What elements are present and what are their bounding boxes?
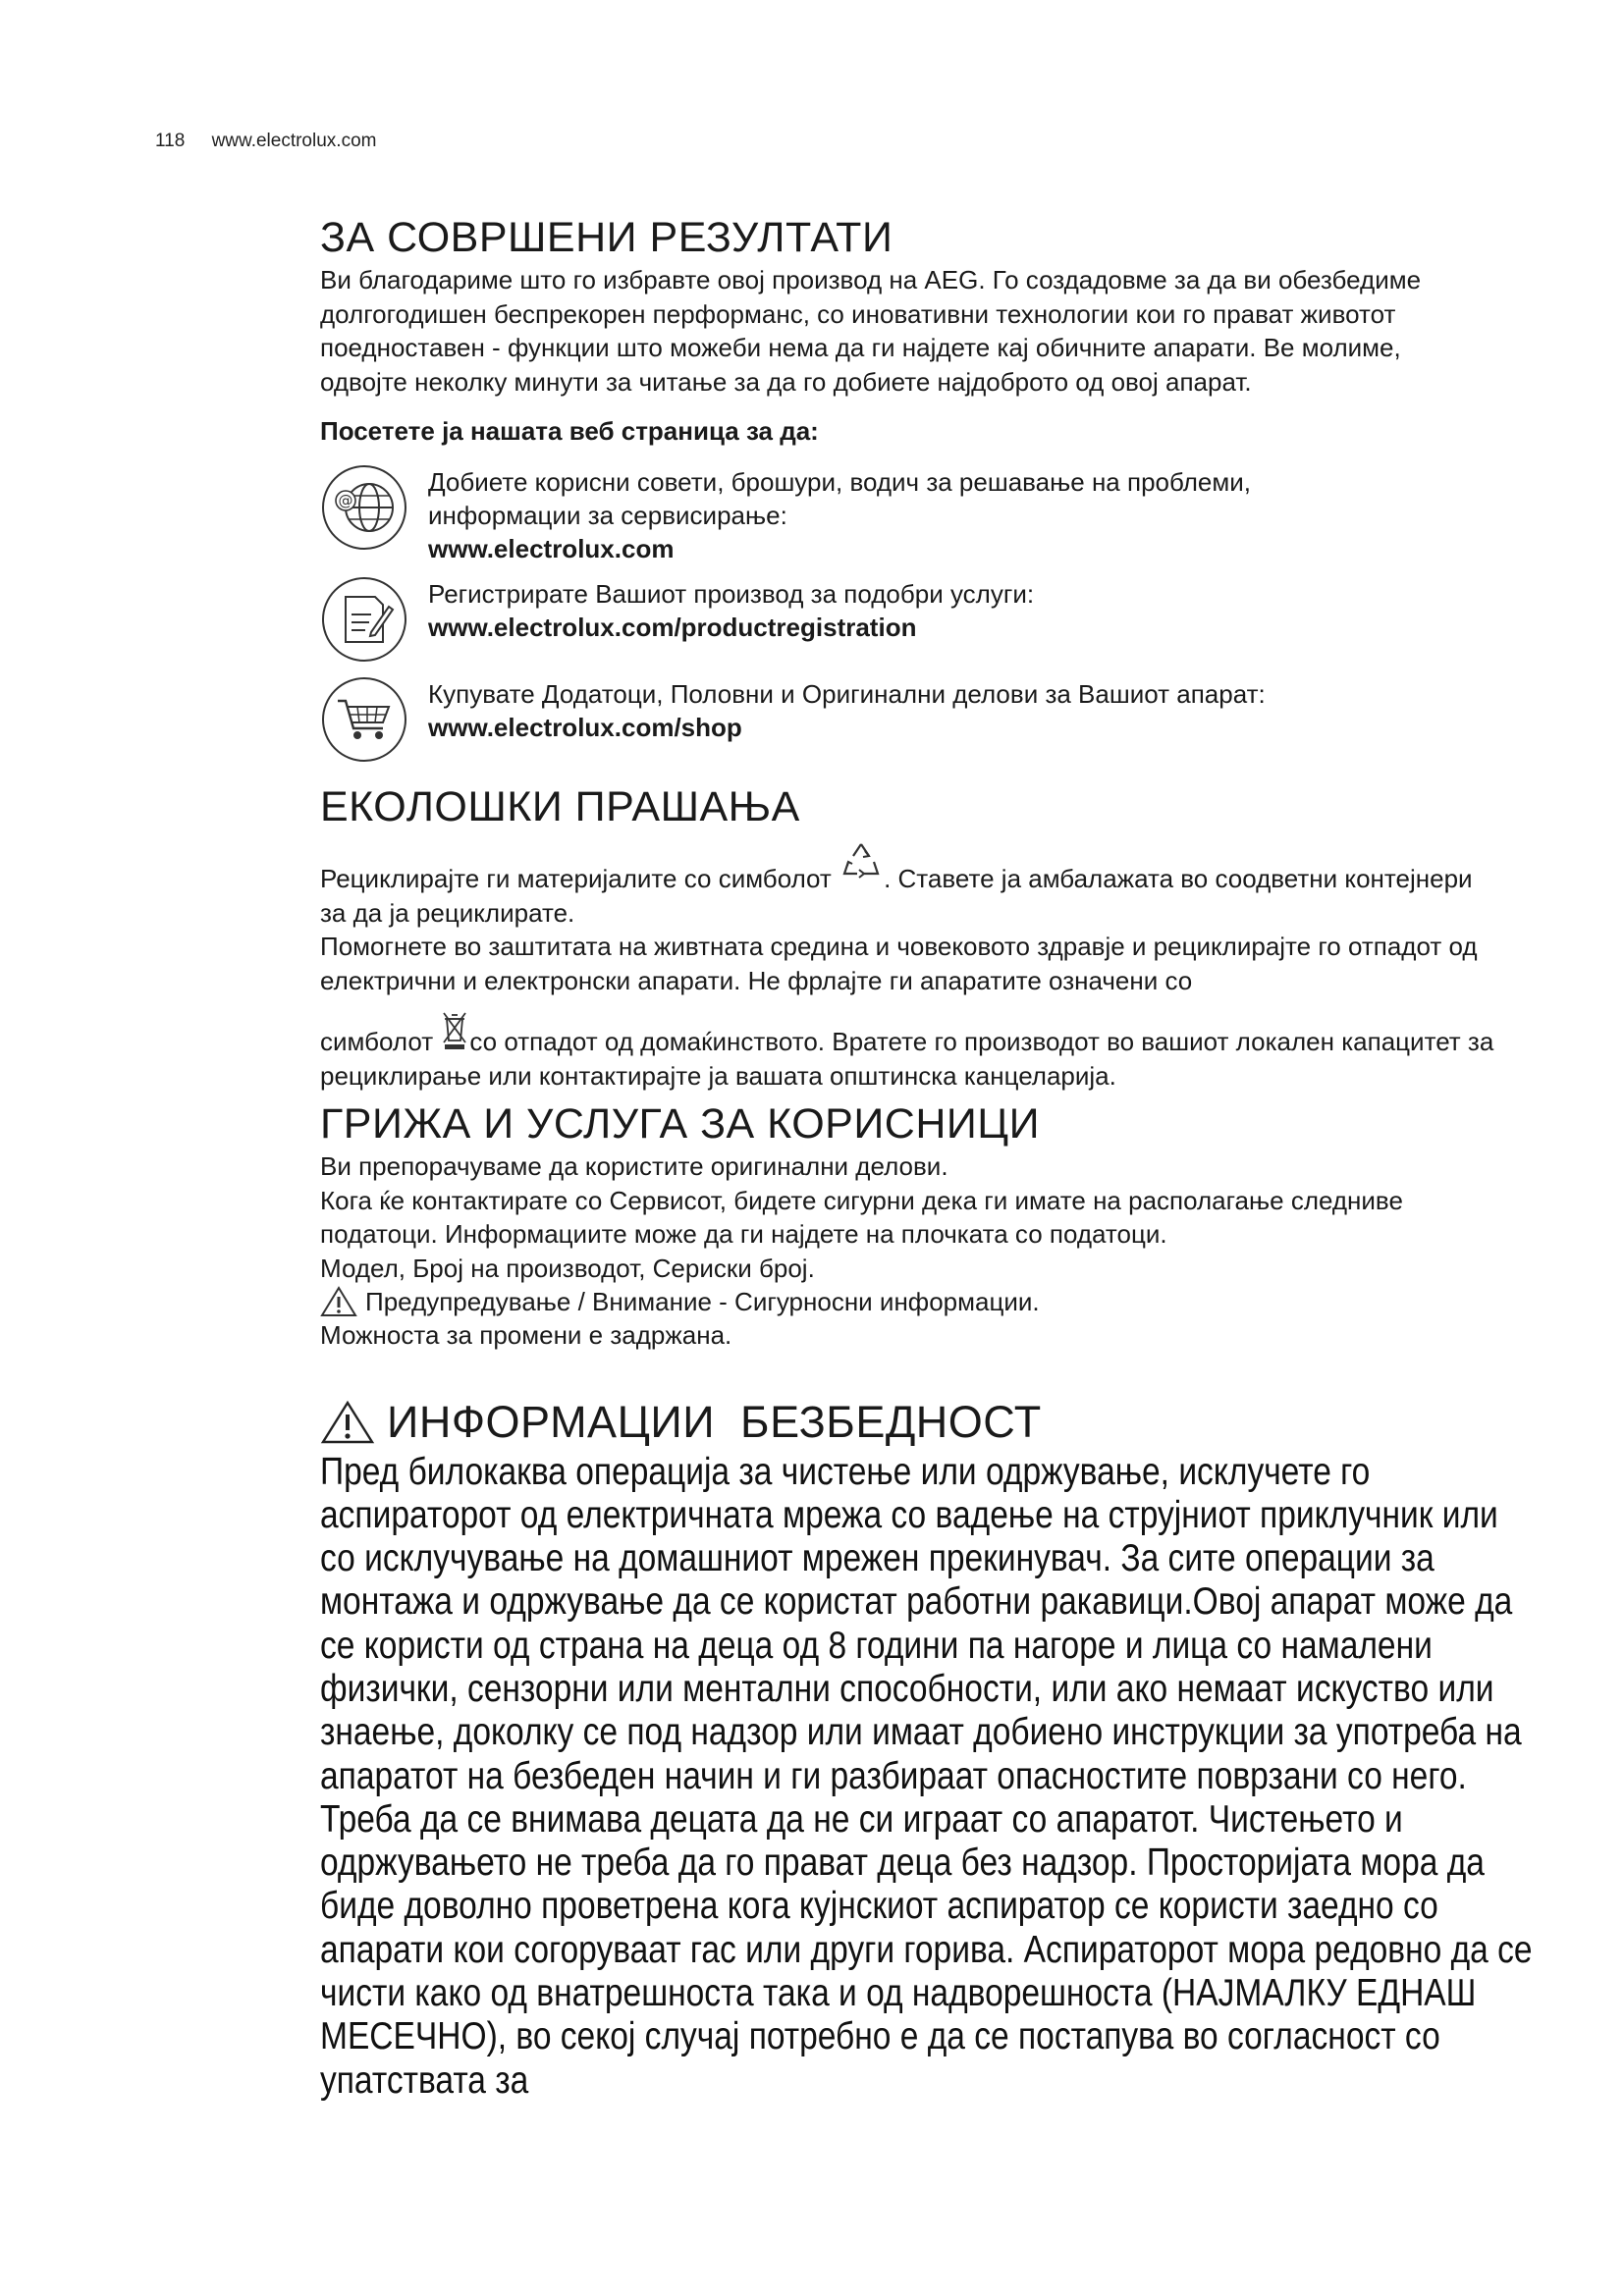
eco-p3 [320,1011,1498,1093]
link-url-registration[interactable]: www.electrolux.com/productregistration [428,613,917,642]
eco-title: ЕКОЛОШКИ ПРАШАЊА [320,783,800,830]
warning-icon [320,1286,357,1317]
link-text-shop [428,677,1266,744]
care-p1: Ви препорачуваме да користите оригинални делови. [320,1151,948,1181]
results-title: ЗА СОВРШЕНИ РЕЗУЛТАТИ [320,214,893,261]
safety-title [320,1396,1538,1449]
eco-p3-text: симболот [320,1027,434,1056]
eco-p1-text: Рециклирајте ги материјалите со симболот [320,864,832,893]
link-url-shop[interactable]: www.electrolux.com/shop [428,713,742,742]
header-website[interactable]: www.electrolux.com [211,131,377,151]
care-warning [320,1285,1538,1318]
link-item-registration [320,577,1538,664]
crossed-bin-icon [442,1011,467,1050]
registration-icon [320,575,408,664]
page-content [320,212,1538,2103]
link-desc: Купувате Додатоци, Половни и Оригинални делови за Вашиот апарат: [428,679,1266,709]
warning-icon [320,1400,375,1445]
globe-icon [320,463,408,552]
svg-text:@: @ [338,492,353,509]
page-header [155,131,376,152]
link-desc: Добиете корисни совети, брошури, водич за решавање на проблеми, [428,467,1251,497]
results-intro: Ви благодариме што го избравте овој производ на AEG. Го создадовме за да ви обезбедиме долгогодишен беспрекорен перформанс, со иновативни технологии кои го прават животот поедноставен - функции што можеби нема да ги најдете кај обичните апарати. Ве молиме, одвојте неколку минути за читање за да го добиете најдоброто од овој апарат. [320,265,1422,397]
safety-body: Пред билокаква операција за чистење или одржување, исклучете го аспираторот од електричната мрежа со вадење на струјниот приклучник или со исклучување на домашниот мрежен прекинувач. За сите операции за монтажа и одржување да се користат работни ракавици.Овој апарат може да се користи од страна на деца од 8 години па нагоре и лица со намалени физички, сензорни или ментални способности, или ако немаат искуство или знаење, доколку се под надзор или имаат добиено инструкции за употреба на апаратот на безбеден начин и ги разбираат опасностите поврзани со него. Треба да се внимава децата да не си играат со апаратот. Чистењето и одржувањето не треба да го прават деца без надзор. Просторијата мора да биде доволно проветрена кога кујнскиот аспиратор се користи заедно со апарати кои согоруваат гас или други горива. Аспираторот мора редовно да се чисти како од внатрешноста така и од надворешноста (НАЈМАЛКУ ЕДНАШ МЕСЕЧНО), во секој случај потребно е да се постапува во согласност со упатствата за [320,1450,1533,2102]
shopping-cart-icon [320,675,408,764]
link-url-support[interactable]: www.electrolux.com [428,534,675,563]
link-desc: Регистрирате Вашиот производ за подобри услуги: [428,579,1035,609]
care-title: ГРИЖА И УСЛУГА ЗА КОРИСНИЦИ [320,1100,1040,1148]
link-desc: информации за сервисирање: [428,501,787,530]
care-p3: Модел, Број на производот, Сериски број. [320,1253,815,1283]
link-item-shop [320,677,1538,764]
eco-p2: Помогнете во заштитата на живтната средина и човековото здравје и рециклирајте го отпадот од електрични и електронски апарати. Не фрлајте ги апаратите означени со [320,932,1478,995]
eco-p3-text-cont: со отпадот од домаќинството. Вратете го производот во вашиот локален капацитет за рециклирање или контактирајте ја вашата општинска канцеларија. [320,1027,1494,1091]
care-warning-text: Предупредување / Внимание - Сигурносни информации. [365,1287,1040,1316]
link-text-support [428,465,1251,565]
care-p2: Кога ќе контактирате со Сервисот, бидете сигурни дека ги имате на располагање следниве податоци. Информациите може да ги најдете на плочката со податоци. [320,1185,1403,1249]
recycle-icon [840,840,882,885]
link-text-registration [428,577,1034,644]
link-item-support [320,465,1538,565]
care-p4: Можноста за промени е задржана. [320,1320,732,1350]
eco-p1 [320,840,1498,930]
page-number: 118 [155,131,186,151]
eco-p1-text-cont: . Ставете ја амбалажата во соодветни контејнери за да ја рециклирате. [320,864,1473,928]
safety-title-text: ИНФОРМАЦИИ БЕЗБЕДНОСТ [387,1396,1042,1447]
visit-heading: Посетете ја нашата веб страница за да: [320,416,819,446]
